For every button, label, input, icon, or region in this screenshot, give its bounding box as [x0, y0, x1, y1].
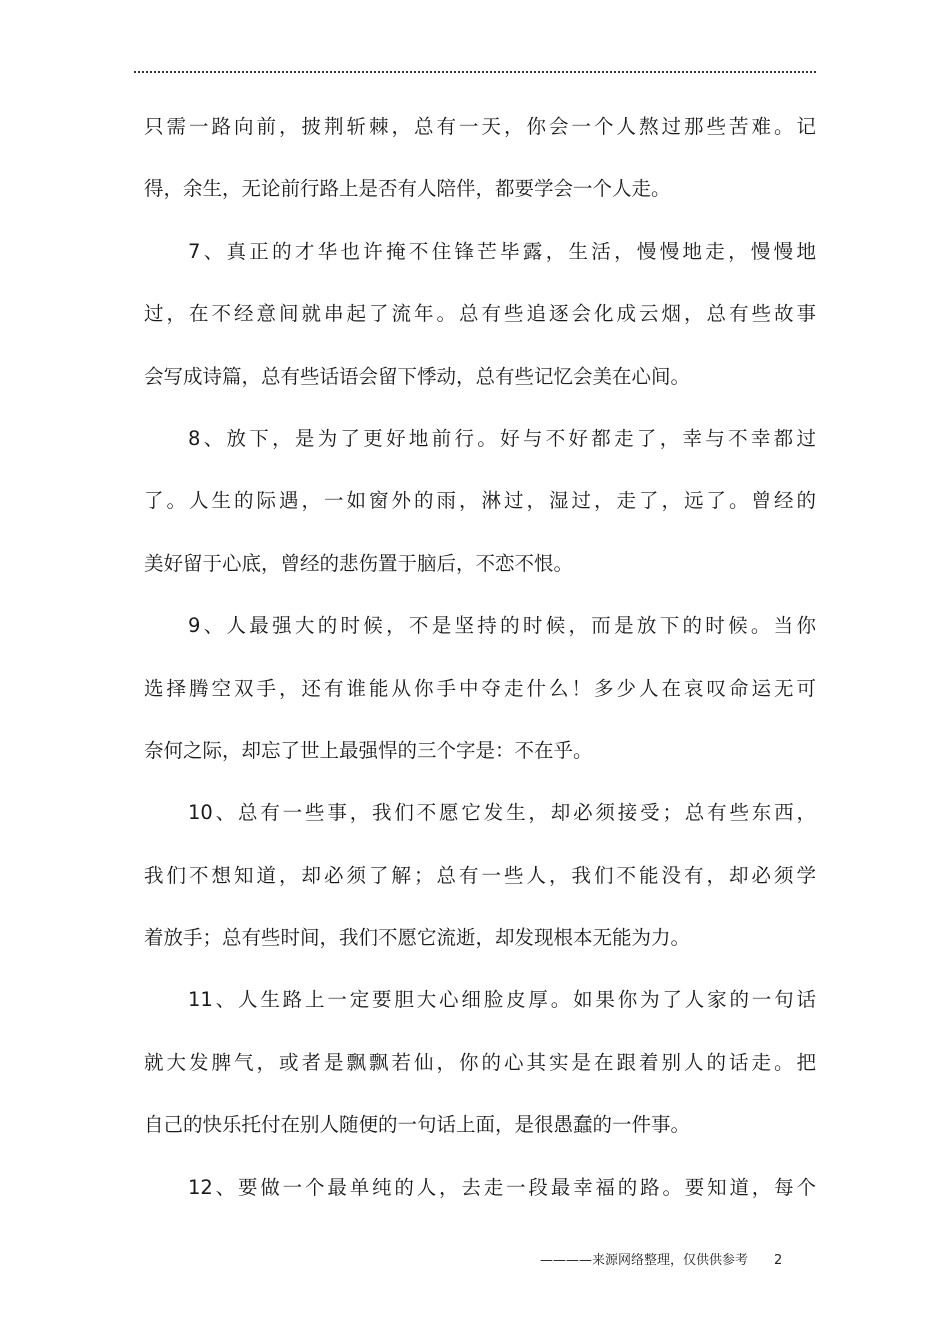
- text-line: 选择腾空双手，还有谁能从你手中夺走什么！多少人在哀叹命运无可: [144, 676, 816, 700]
- page-number: 2: [774, 1253, 783, 1268]
- text-line: 奈何之际，却忘了世上最强悍的三个字是：不在乎。: [144, 738, 593, 762]
- text-line: 着放手；总有些时间，我们不愿它流逝，却发现根本无能为力。: [144, 926, 691, 950]
- text-line: 了。人生的际遇，一如窗外的雨，淋过，湿过，走了，远了。曾经的: [144, 489, 816, 513]
- text-line: 7、真正的才华也许掩不住锋芒毕露，生活，慢慢地走，慢慢地: [188, 239, 816, 263]
- document-body: [144, 96, 816, 1219]
- page-footer: [540, 1252, 782, 1270]
- text-line: 我们不想知道，却必须了解；总有一些人，我们不能没有，却必须学: [144, 863, 816, 887]
- text-line: 会写成诗篇，总有些话语会留下悸动，总有些记忆会美在心间。: [144, 364, 691, 388]
- text-line: 11、人生路上一定要胆大心细脸皮厚。如果你为了人家的一句话: [188, 988, 816, 1012]
- text-line: 12、要做一个最单纯的人，去走一段最幸福的路。要知道，每个: [188, 1175, 816, 1199]
- text-line: 过，在不经意间就串起了流年。总有些追逐会化成云烟，总有些故事: [144, 302, 816, 326]
- header-dotted-rule: [134, 71, 816, 73]
- text-line: 就大发脾气，或者是飘飘若仙，你的心其实是在跟着别人的话走。把: [144, 1050, 816, 1074]
- text-line: 自己的快乐托付在别人随便的一句话上面，是很愚蠢的一件事。: [144, 1113, 691, 1137]
- text-line: 10、总有一些事，我们不愿它发生，却必须接受；总有些东西，: [188, 801, 816, 825]
- footer-source-note: ————来源网络整理，仅供供参考: [540, 1253, 749, 1268]
- text-line: 得，余生，无论前行路上是否有人陪伴，都要学会一个人走。: [144, 177, 671, 201]
- text-line: 美好留于心底，曾经的悲伤置于脑后，不恋不恨。: [144, 551, 574, 575]
- text-line: 9、人最强大的时候，不是坚持的时候，而是放下的时候。当你: [188, 614, 816, 638]
- text-line: 8、放下，是为了更好地前行。好与不好都走了，幸与不幸都过: [188, 426, 816, 450]
- text-line: 只需一路向前，披荆斩棘，总有一天，你会一个人熬过那些苦难。记: [144, 115, 816, 138]
